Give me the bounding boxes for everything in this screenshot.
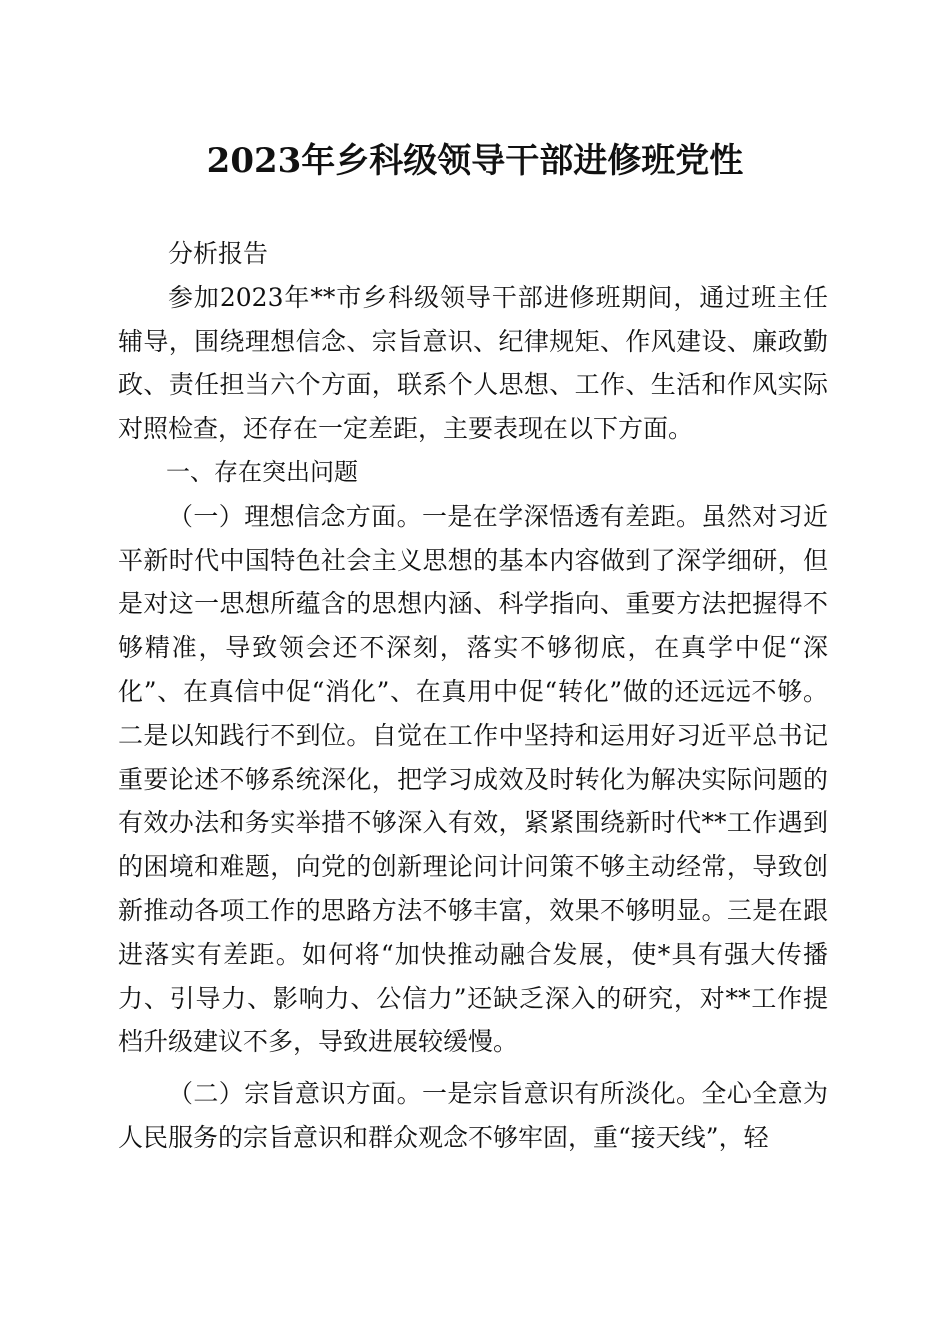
subtitle-line: 分析报告 bbox=[168, 239, 269, 268]
intro-paragraph: 参加2023年**市乡科级领导干部进修班期间，通过班主任辅导，围绕理想信念、宗旨意识、纪律规矩、作风建设、廉政勤政、责任担当六个方面，联系个人思想、工作、生活和作风实际对照检查，还存在一定差距，主要表现在以下方面。 bbox=[118, 282, 828, 444]
paragraph-purpose: （二）宗旨意识方面。一是宗旨意识有所淡化。全心全意为人民服务的宗旨意识和群众观念不够牢固，重“接天线”，轻 bbox=[118, 1079, 828, 1152]
document-body bbox=[118, 232, 828, 1160]
paragraph-ideals: （一）理想信念方面。一是在学深悟透有差距。虽然对习近平新时代中国特色社会主义思想的基本内容做到了深学细研，但是对这一思想所蕴含的思想内涵、科学指向、重要方法把握得不够精准，导致领会还不深刻，落实不够彻底，在真学中促“深化”、在真信中促“消化”、在真用中促“转化”做的还远远不够。二是以知践行不到位。自觉在工作中坚持和运用好习近平总书记重要论述不够系统深化，把学习成效及时转化为解决实际问题的有效办法和务实举措不够深入有效，紧紧围绕新时代**工作遇到的困境和难题，向党的创新理论问计问策不够主动经常，导致创新推动各项工作的思路方法不够丰富，效果不够明显。三是在跟进落实有差距。如何将“加快推动融合发展，使*具有强大传播力、引导力、影响力、公信力”还缺乏深入的研究，对**工作提档升级建议不多，导致进展较缓慢。 bbox=[118, 501, 828, 1057]
document-title: 2023年乡科级领导干部进修班党性 bbox=[206, 141, 744, 181]
section-heading: 一、存在突出问题 bbox=[166, 457, 358, 486]
